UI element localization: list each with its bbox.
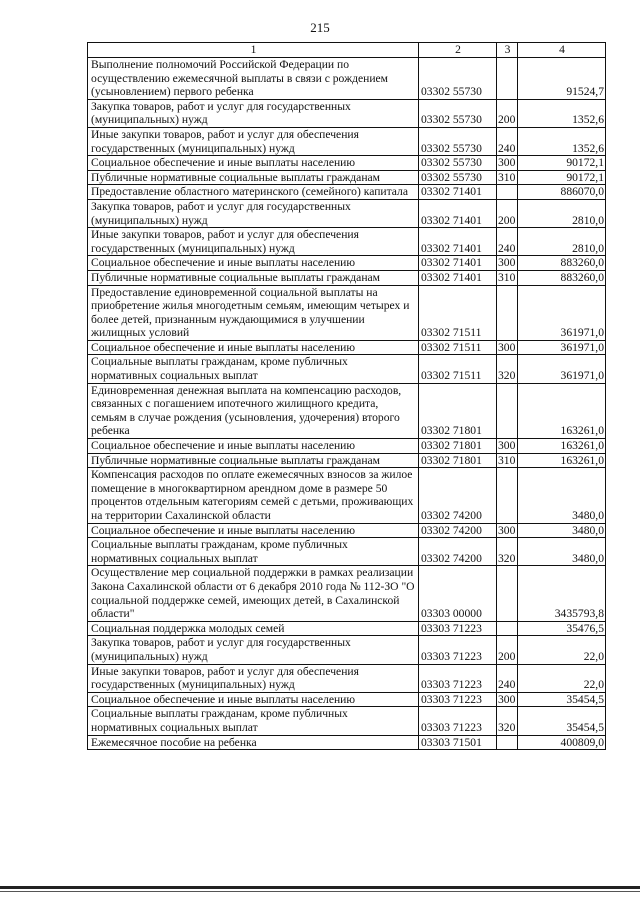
table-row — [88, 285, 606, 340]
row-sum-cell: 1352,6 — [518, 127, 606, 155]
budget-table — [87, 42, 606, 750]
row-type-cell: 300 — [497, 523, 518, 538]
row-type-cell — [497, 58, 518, 100]
row-code-cell: 03302 71801 — [419, 439, 497, 454]
row-type-cell — [497, 383, 518, 438]
row-name-cell: Публичные нормативные социальные выплаты гражданам — [88, 270, 419, 285]
table-row — [88, 735, 606, 750]
row-name-cell: Социальное обеспечение и иные выплаты населению — [88, 692, 419, 707]
header-col-code: 2 — [419, 43, 497, 58]
bottom-rule-thin — [0, 891, 640, 892]
table-row — [88, 621, 606, 636]
row-type-cell: 310 — [497, 453, 518, 468]
row-name-cell: Ежемесячное пособие на ребенка — [88, 735, 419, 750]
page-number: 215 — [310, 20, 330, 35]
row-code-cell: 03302 74200 — [419, 468, 497, 523]
table-row — [88, 199, 606, 227]
row-name-cell: Иные закупки товаров, работ и услуг для обеспечения государственных (муниципальных) нужд — [88, 228, 419, 256]
row-name-cell: Социальная поддержка молодых семей — [88, 621, 419, 636]
row-name-cell: Социальное обеспечение и иные выплаты населению — [88, 439, 419, 454]
header-col-type: 3 — [497, 43, 518, 58]
table-row — [88, 523, 606, 538]
row-sum-cell: 35454,5 — [518, 707, 606, 735]
row-type-cell: 320 — [497, 707, 518, 735]
row-code-cell: 03302 71401 — [419, 256, 497, 271]
row-code-cell: 03303 71223 — [419, 621, 497, 636]
row-type-cell — [497, 468, 518, 523]
table-row — [88, 538, 606, 566]
row-sum-cell: 35476,5 — [518, 621, 606, 636]
table-row — [88, 156, 606, 171]
row-code-cell: 03303 71223 — [419, 636, 497, 664]
row-code-cell: 03302 74200 — [419, 538, 497, 566]
row-code-cell: 03302 71511 — [419, 355, 497, 383]
row-code-cell: 03302 55730 — [419, 127, 497, 155]
row-sum-cell: 883260,0 — [518, 256, 606, 271]
row-type-cell: 200 — [497, 99, 518, 127]
row-sum-cell: 361971,0 — [518, 355, 606, 383]
row-sum-cell: 361971,0 — [518, 340, 606, 355]
table-row — [88, 99, 606, 127]
row-type-cell: 320 — [497, 355, 518, 383]
row-code-cell: 03302 55730 — [419, 58, 497, 100]
row-sum-cell: 22,0 — [518, 636, 606, 664]
table-row — [88, 340, 606, 355]
row-name-cell: Предоставление областного материнского (семейного) капитала — [88, 185, 419, 200]
row-code-cell: 03302 55730 — [419, 170, 497, 185]
row-type-cell: 300 — [497, 340, 518, 355]
row-sum-cell: 163261,0 — [518, 439, 606, 454]
row-name-cell: Иные закупки товаров, работ и услуг для обеспечения государственных (муниципальных) нужд — [88, 664, 419, 692]
table-row — [88, 185, 606, 200]
row-code-cell: 03302 55730 — [419, 156, 497, 171]
row-sum-cell: 1352,6 — [518, 99, 606, 127]
table-row — [88, 58, 606, 100]
row-code-cell: 03303 71223 — [419, 692, 497, 707]
row-name-cell: Закупка товаров, работ и услуг для государственных (муниципальных) нужд — [88, 199, 419, 227]
row-type-cell — [497, 621, 518, 636]
row-code-cell: 03302 71511 — [419, 285, 497, 340]
row-name-cell: Социальные выплаты гражданам, кроме публичных нормативных социальных выплат — [88, 707, 419, 735]
bottom-rule — [0, 886, 640, 889]
row-name-cell: Публичные нормативные социальные выплаты гражданам — [88, 453, 419, 468]
row-code-cell: 03302 71511 — [419, 340, 497, 355]
row-code-cell: 03303 00000 — [419, 566, 497, 621]
row-name-cell: Предоставление единовременной социальной выплаты на приобретение жилья многодетным семьям, имеющим четырех и более детей, признанным нуждающимися в улучшении жилищных условий — [88, 285, 419, 340]
row-type-cell: 300 — [497, 439, 518, 454]
row-type-cell — [497, 285, 518, 340]
row-name-cell: Осуществление мер социальной поддержки в рамках реализации Закона Сахалинской области от 6 декабря 2010 года № 112-ЗО "О социальной поддержке семей, имеющих детей, в Сахалинской области" — [88, 566, 419, 621]
table-row — [88, 566, 606, 621]
row-type-cell: 310 — [497, 170, 518, 185]
row-name-cell: Выполнение полномочий Российской Федерации по осуществлению ежемесячной выплаты в связи с рождением (усыновлением) первого ребенка — [88, 58, 419, 100]
row-type-cell: 300 — [497, 156, 518, 171]
row-sum-cell: 163261,0 — [518, 383, 606, 438]
table-row — [88, 127, 606, 155]
row-sum-cell: 91524,7 — [518, 58, 606, 100]
row-type-cell: 300 — [497, 256, 518, 271]
row-sum-cell: 90172,1 — [518, 170, 606, 185]
row-sum-cell: 35454,5 — [518, 692, 606, 707]
header-col-name: 1 — [88, 43, 419, 58]
row-name-cell: Социальное обеспечение и иные выплаты населению — [88, 523, 419, 538]
table-row — [88, 468, 606, 523]
table-row — [88, 707, 606, 735]
row-type-cell: 300 — [497, 692, 518, 707]
table-row — [88, 453, 606, 468]
row-sum-cell: 3480,0 — [518, 523, 606, 538]
row-name-cell: Социальное обеспечение и иные выплаты населению — [88, 256, 419, 271]
table-row — [88, 692, 606, 707]
row-type-cell: 240 — [497, 228, 518, 256]
row-code-cell: 03302 71801 — [419, 383, 497, 438]
row-sum-cell: 3480,0 — [518, 538, 606, 566]
row-code-cell: 03302 71401 — [419, 270, 497, 285]
table-row — [88, 383, 606, 438]
row-code-cell: 03303 71501 — [419, 735, 497, 750]
row-sum-cell: 3435793,8 — [518, 566, 606, 621]
row-type-cell: 240 — [497, 664, 518, 692]
row-code-cell: 03303 71223 — [419, 707, 497, 735]
table-row — [88, 355, 606, 383]
table-row — [88, 170, 606, 185]
row-name-cell: Социальные выплаты гражданам, кроме публичных нормативных социальных выплат — [88, 355, 419, 383]
row-name-cell: Социальное обеспечение и иные выплаты населению — [88, 156, 419, 171]
row-name-cell: Социальные выплаты гражданам, кроме публичных нормативных социальных выплат — [88, 538, 419, 566]
row-name-cell: Единовременная денежная выплата на компенсацию расходов, связанных с погашением ипотечного жилищного кредита, семьям в случае рождения (усыновления, удочерения) второго ребенка — [88, 383, 419, 438]
row-code-cell: 03302 74200 — [419, 523, 497, 538]
row-code-cell: 03302 71401 — [419, 199, 497, 227]
row-code-cell: 03302 55730 — [419, 99, 497, 127]
row-code-cell: 03303 71223 — [419, 664, 497, 692]
row-sum-cell: 2810,0 — [518, 199, 606, 227]
row-name-cell: Публичные нормативные социальные выплаты гражданам — [88, 170, 419, 185]
row-name-cell: Компенсация расходов по оплате ежемесячных взносов за жилое помещение в многоквартирном арендном доме в размере 50 процентов отдельным категориям семей с детьми, проживающих на территории Сахалинской области — [88, 468, 419, 523]
header-col-sum: 4 — [518, 43, 606, 58]
table-row — [88, 636, 606, 664]
row-type-cell: 310 — [497, 270, 518, 285]
row-sum-cell: 361971,0 — [518, 285, 606, 340]
row-name-cell: Закупка товаров, работ и услуг для государственных (муниципальных) нужд — [88, 636, 419, 664]
row-type-cell: 200 — [497, 199, 518, 227]
row-name-cell: Социальное обеспечение и иные выплаты населению — [88, 340, 419, 355]
table-row — [88, 270, 606, 285]
row-code-cell: 03302 71401 — [419, 185, 497, 200]
row-sum-cell: 3480,0 — [518, 468, 606, 523]
row-type-cell: 200 — [497, 636, 518, 664]
row-type-cell — [497, 185, 518, 200]
row-type-cell: 320 — [497, 538, 518, 566]
table-row — [88, 256, 606, 271]
row-code-cell: 03302 71401 — [419, 228, 497, 256]
row-sum-cell: 163261,0 — [518, 453, 606, 468]
table-row — [88, 228, 606, 256]
table-row — [88, 664, 606, 692]
row-sum-cell: 400809,0 — [518, 735, 606, 750]
table-row — [88, 439, 606, 454]
row-sum-cell: 883260,0 — [518, 270, 606, 285]
row-sum-cell: 886070,0 — [518, 185, 606, 200]
row-type-cell: 240 — [497, 127, 518, 155]
table-header-row — [88, 43, 606, 58]
row-sum-cell: 2810,0 — [518, 228, 606, 256]
row-code-cell: 03302 71801 — [419, 453, 497, 468]
row-name-cell: Закупка товаров, работ и услуг для государственных (муниципальных) нужд — [88, 99, 419, 127]
table-body — [88, 58, 606, 750]
row-type-cell — [497, 735, 518, 750]
row-name-cell: Иные закупки товаров, работ и услуг для обеспечения государственных (муниципальных) нужд — [88, 127, 419, 155]
row-sum-cell: 22,0 — [518, 664, 606, 692]
row-type-cell — [497, 566, 518, 621]
row-sum-cell: 90172,1 — [518, 156, 606, 171]
